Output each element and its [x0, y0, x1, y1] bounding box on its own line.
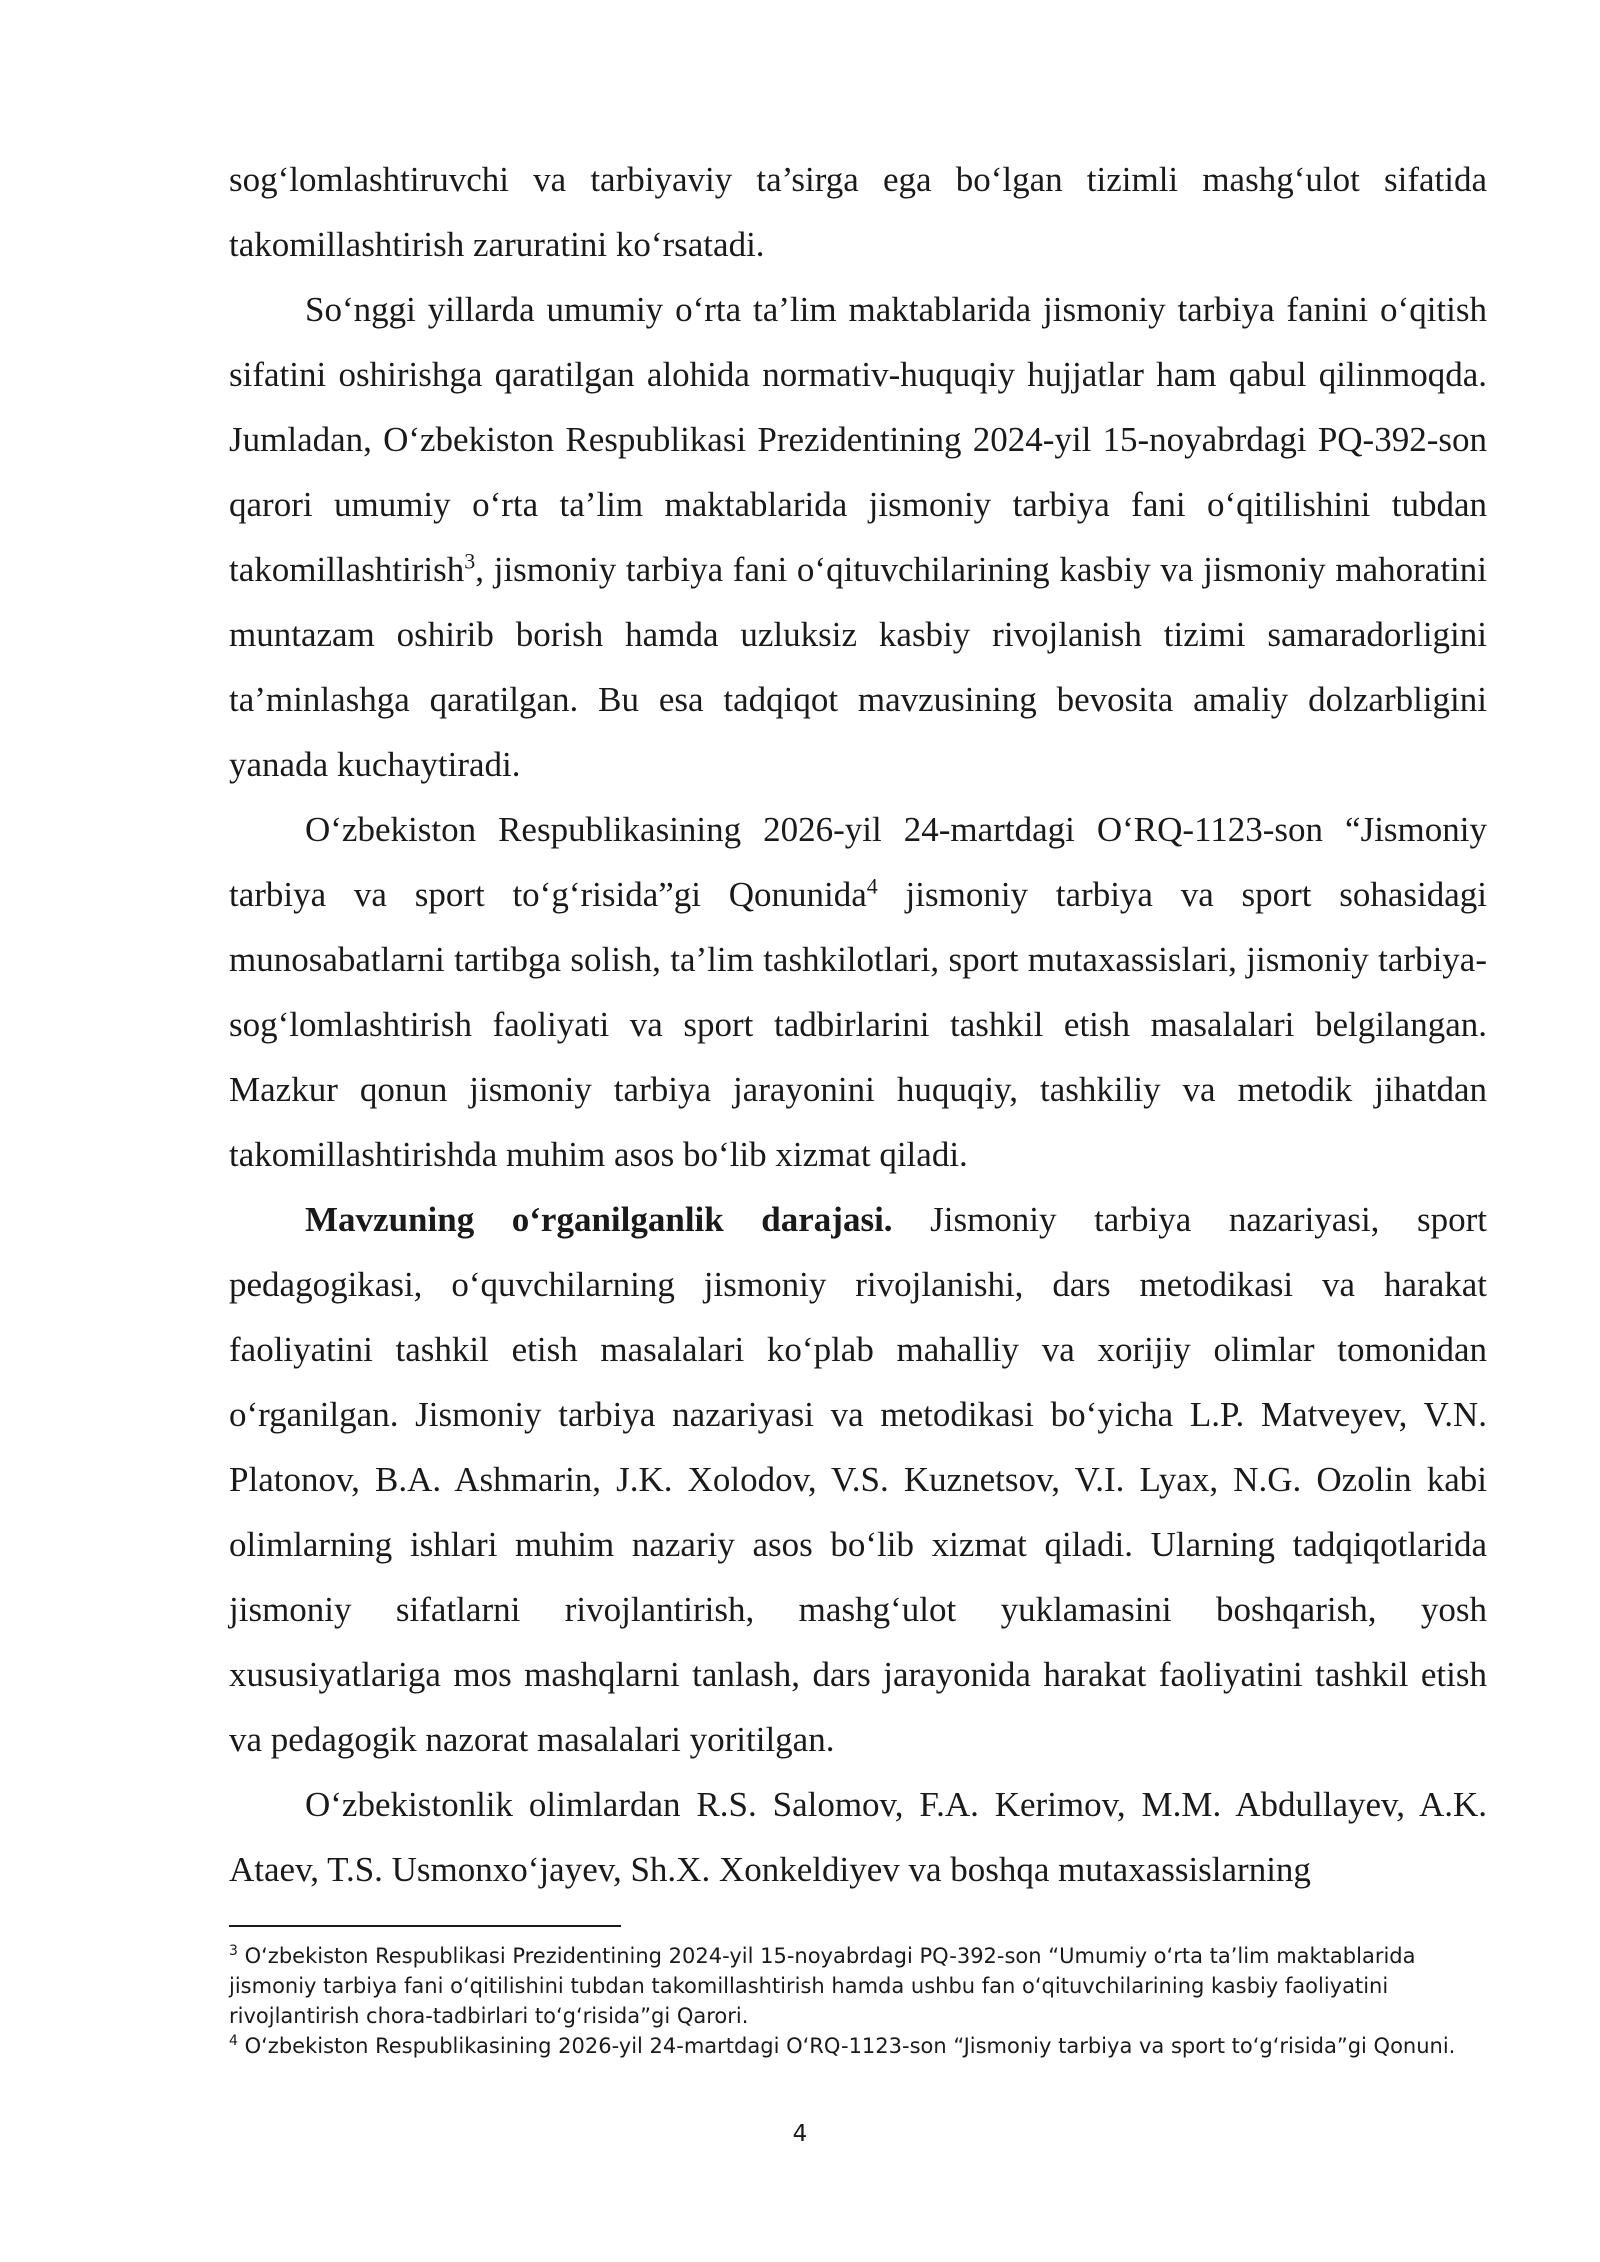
- paragraph-text: Jismoniy tarbiya nazariyasi, sport pedagogikasi, o‘quvchilarning jismoniy rivojlanishi, dars metodikasi va harakat faoliyatini tashkil etish masalalari ko‘plab mahalliy va xorijiy olimlar tomonidan o‘rganilgan. Jismoniy tarbiya nazariyasi va metodikasi bo‘yicha L.P. Matveyev, V.N. Platonov, B.A. Ashmarin, J.K. Xolodov, V.S. Kuznetsov, V.I. Lyax, N.G. Ozolin kabi olimlarning ishlari muhim nazariy asos bo‘lib xizmat qiladi. Ularning tadqiqotlarida jismoniy sifatlarni rivojlantirish, mashg‘ulot yuklamasini boshqarish, yosh xususiyatlariga mos mashqlarni tanlash, dars jarayonida harakat faoliyatini tashkil etish va pedagogik nazorat masalalari yoritilgan.: [229, 1200, 1487, 1759]
- footnote-text: O‘zbekiston Respublikasining 2026-yil 24-martdagi O‘RQ-1123-son “Jismoniy tarbiya va sport to‘g‘risida”gi Qonuni.: [237, 2034, 1456, 2058]
- footnote-mark: 3: [229, 1943, 238, 1959]
- footnote-3: [229, 1941, 1487, 2031]
- paragraph-sport-law: [229, 797, 1487, 1187]
- footnote-separator: [229, 1925, 621, 1927]
- footnote-4: [229, 2031, 1487, 2061]
- paragraph-uzbek-scholars: [229, 1772, 1487, 1902]
- page-number: 4: [792, 2121, 808, 2147]
- body-text: [229, 147, 1487, 1902]
- paragraph-text: O‘zbekiston Respublikasining 2026-yil 24-martdagi O‘RQ-1123-son “Jismoniy tarbiya va sport to‘g‘risida”gi Qonunida: [229, 810, 1487, 914]
- footnote-mark: 4: [229, 2033, 238, 2049]
- paragraph-normative-documents: [229, 277, 1487, 797]
- paragraph-research-level: [229, 1187, 1487, 1772]
- footnote-reference-4[interactable]: 4: [866, 873, 878, 899]
- paragraph-text: So‘nggi yillarda umumiy o‘rta ta’lim maktablarida jismoniy tarbiya fanini o‘qitish sifatini oshirishga qaratilgan alohida normativ-huquqiy hujjatlar ham qabul qilinmoqda. Jumladan, O‘zbekiston Respublikasi Prezidentining 2024-yil 15-noyabrdagi PQ-392-son qarori umumiy o‘rta ta’lim maktablarida jismoniy tarbiya fani o‘qitilishini tubdan takomillashtirish: [229, 290, 1487, 589]
- paragraph-text: O‘zbekistonlik olimlardan R.S. Salomov, F.A. Kerimov, M.M. Abdullayev, A.K. Ataev, T.S. Usmonxo‘jayev, Sh.X. Xonkeldiyev va boshqa mutaxassislarning: [229, 1785, 1487, 1889]
- footnote-reference-3[interactable]: 3: [464, 548, 476, 574]
- paragraph-text: jismoniy tarbiya va sport sohasidagi munosabatlarni tartibga solish, ta’lim tashkilotlari, sport mutaxassislari, jismoniy tarbiya-sog‘lomlashtirish faoliyati va sport tadbirlarini tashkil etish masalalari belgilangan. Mazkur qonun jismoniy tarbiya jarayonini huquqiy, tashkiliy va metodik jihatdan takomillashtirishda muhim asos bo‘lib xizmat qiladi.: [229, 875, 1487, 1174]
- section-heading: Mavzuning o‘rganilganlik darajasi.: [305, 1200, 893, 1239]
- paragraph-continuation: [229, 147, 1487, 277]
- footnote-text: O‘zbekiston Respublikasi Prezidentining 2024-yil 15-noyabrdagi PQ-392-son “Umumiy o‘rta ta’lim maktablarida jismoniy tarbiya fani o‘qitilishini tubdan takomillashtirish hamda ushbu fan o‘qituvchilarining kasbiy faoliyatini rivojlantirish chora-tadbirlari to‘g‘risida”gi Qarori.: [229, 1944, 1416, 2028]
- paragraph-text: , jismoniy tarbiya fani o‘qituvchilarining kasbiy va jismoniy mahoratini muntazam oshirib borish hamda uzluksiz kasbiy rivojlanish tizimi samaradorligini ta’minlashga qaratilgan. Bu esa tadqiqot mavzusining bevosita amaliy dolzarbligini yanada kuchaytiradi.: [229, 550, 1487, 784]
- paragraph-text: sog‘lomlashtiruvchi va tarbiyaviy ta’sirga ega bo‘lgan tizimli mashg‘ulot sifatida takomillashtirish zaruratini ko‘rsatadi.: [229, 160, 1487, 264]
- footnotes: [229, 1941, 1487, 2061]
